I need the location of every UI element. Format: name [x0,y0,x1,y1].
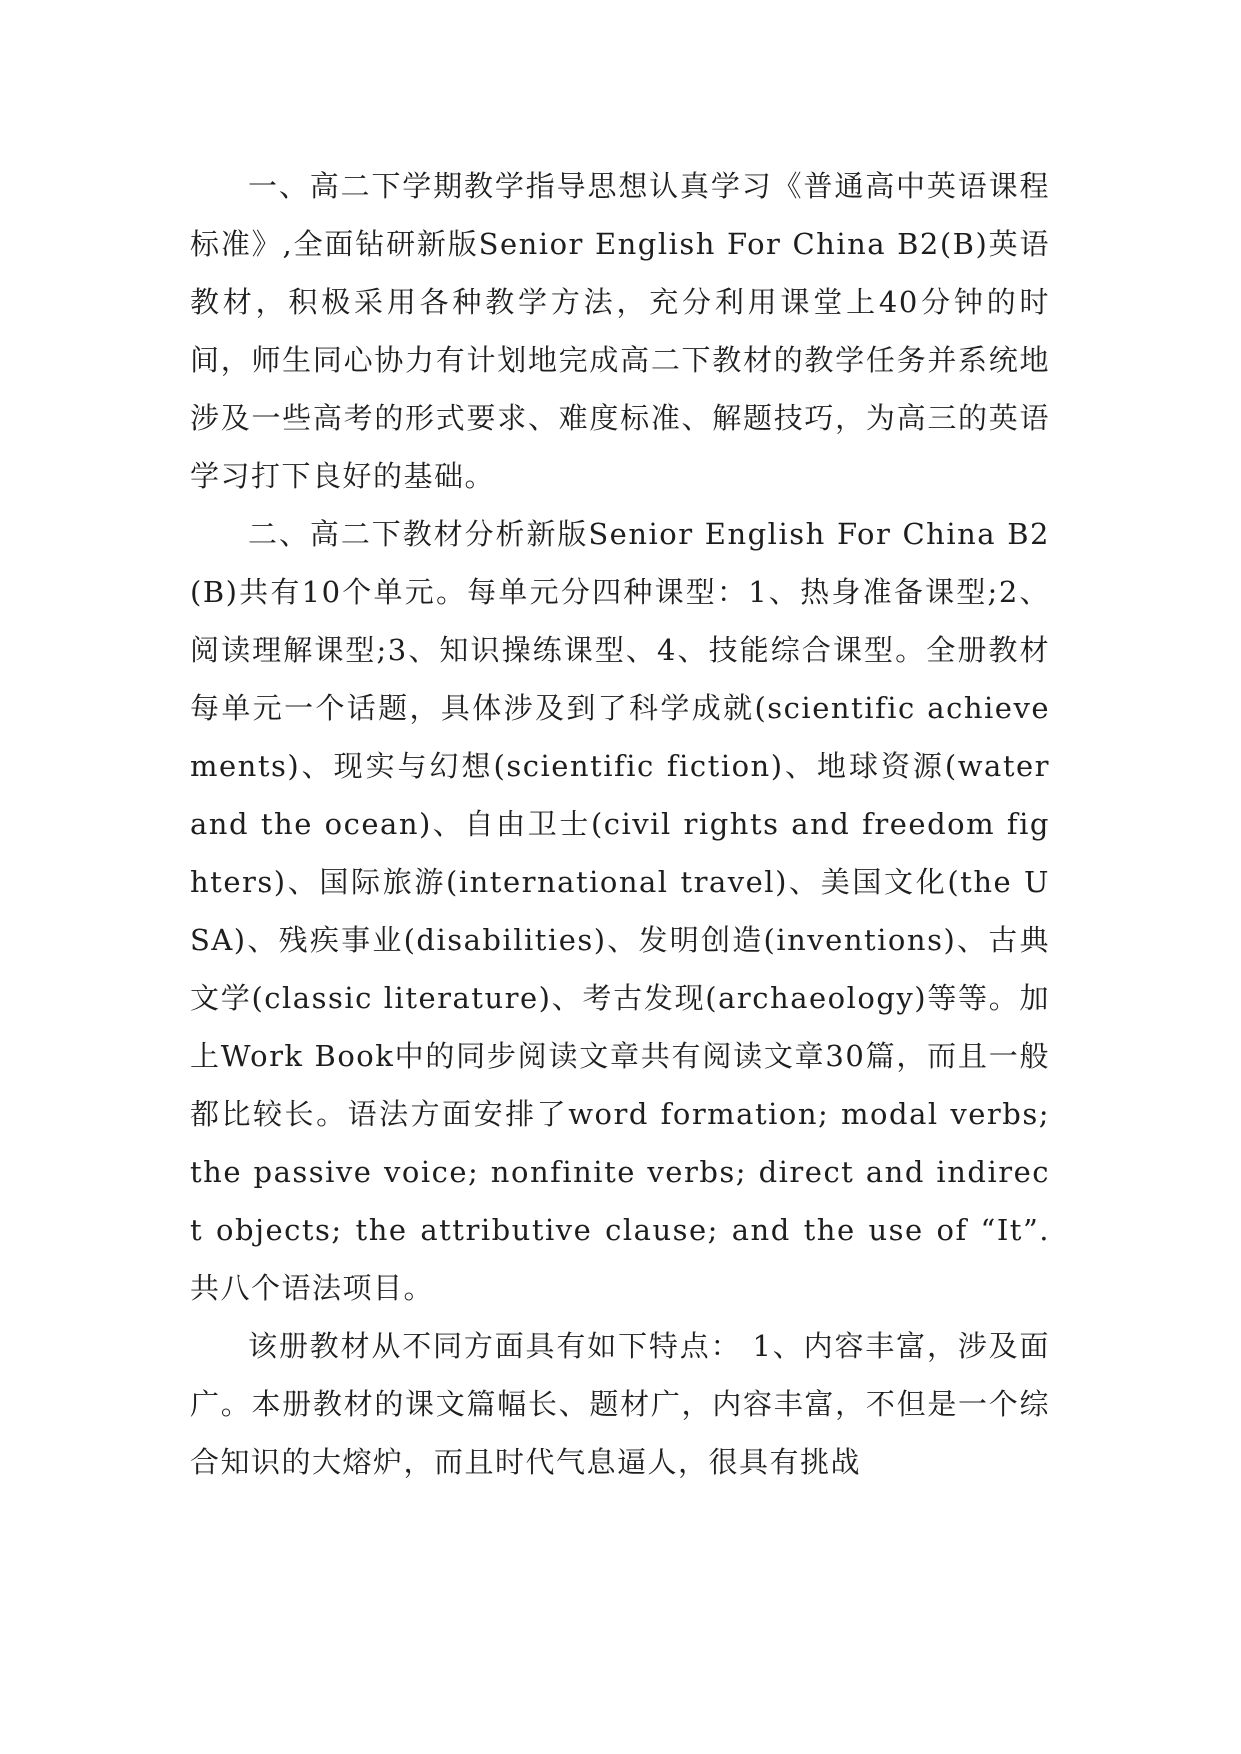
paragraph-textbook-features: 该册教材从不同方面具有如下特点： 1、内容丰富，涉及面广。本册教材的课文篇幅长、题材广，内容丰富，不但是一个综合知识的大熔炉，而且时代气息逼人，很具有挑战 [190,1329,1050,1479]
document-body [190,157,1050,1491]
paragraph-textbook-analysis: 二、高二下教材分析新版Senior English For China B2(B)共有10个单元。每单元分四种课型：1、热身准备课型;2、阅读理解课型;3、知识操练课型、4、技能综合课型。全册教材每单元一个话题，具体涉及到了科学成就(scientific achievements)、现实与幻想(scientific fiction)、地球资源(water and the ocean)、自由卫士(civil rights and freedom fighters)、国际旅游(international travel)、美国文化(the USA)、残疾事业(disabilities)、发明创造(inventions)、古典文学(classic literature)、考古发现(archaeology)等等。加上Work Book中的同步阅读文章共有阅读文章30篇，而且一般都比较长。语法方面安排了word formation; modal verbs; the passive voice; nonfinite verbs; direct and indirect objects; the attributive clause; and the use of “It”. 共八个语法项目。 [190,517,1050,1305]
paragraph-teaching-guideline: 一、高二下学期教学指导思想认真学习《普通高中英语课程标准》,全面钻研新版Senior English For China B2(B)英语教材，积极采用各种教学方法，充分利用课堂上40分钟的时间，师生同心协力有计划地完成高二下教材的教学任务并系统地涉及一些高考的形式要求、难度标准、解题技巧，为高三的英语学习打下良好的基础。 [190,169,1050,493]
